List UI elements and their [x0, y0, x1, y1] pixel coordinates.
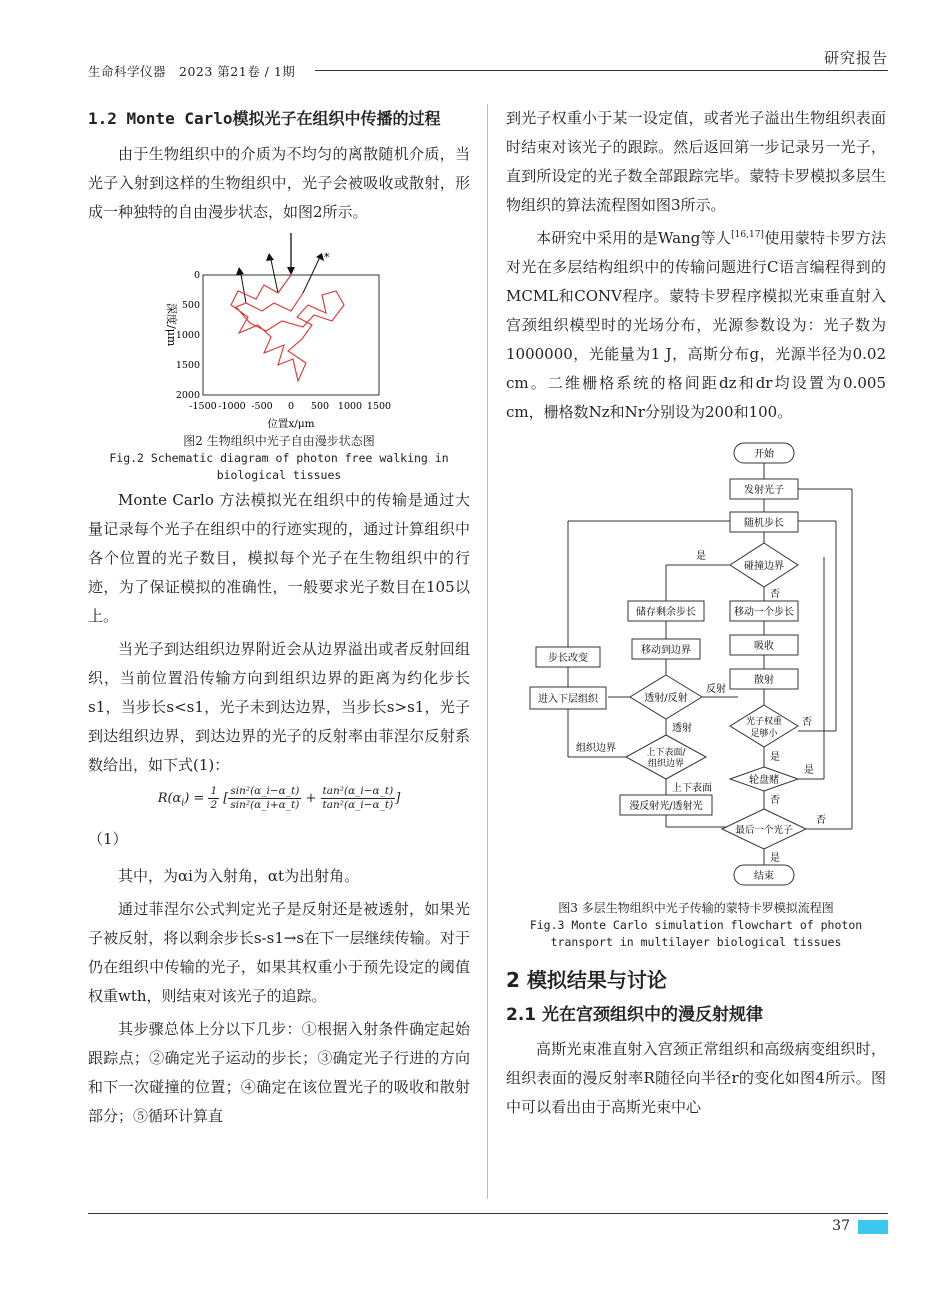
text-run: 使用蒙特卡罗方法对光在多层结构组织中的传输问题进行C语言编程得到的MCML和CONV程序。蒙特卡罗程序模拟光束垂直射入宫颈组织模型时的光场分布，光源参数设为：光子数为1000000，光能量为1 J，高斯分布g，光源半径为0.02 cm。二维栅格系统的格间距dz和dr均设置为0.005 cm，栅格数Nz和Nr分别设为200和100。 — [506, 229, 886, 421]
text-run: 本研究中采用的是Wang等人 — [536, 229, 732, 247]
x-axis-label: 位置x/μm — [267, 418, 315, 430]
escape-arrow — [270, 255, 278, 293]
fresnel-formula: $R(\alpha_i)$ = $\frac{1}{2}$ [ $\frac{\text{sin²(α\_i−α\_t)}}{\text{sin²(α\_i+α\_t)}}$ + $\frac{\text{tan²(α\_i−α\_t)}}{\text{tan²(α\_i−α\_t)}}$ ] — [157, 785, 401, 811]
page-accent-bar — [858, 1220, 888, 1234]
branch-label: 是 — [770, 853, 780, 864]
formula-eq: ) = — [184, 791, 209, 806]
node-label: 随机步长 — [744, 518, 784, 529]
node-label: 轮盘赌 — [749, 775, 779, 786]
left-column — [88, 104, 470, 1131]
y-tick-label: 2000 — [175, 390, 200, 401]
y-tick-label: 1000 — [175, 330, 200, 341]
y-tick-label: 500 — [181, 300, 200, 311]
x-ticks — [189, 401, 391, 412]
paragraph: 到光子权重小于某一设定值，或者光子溢出生物组织表面时结束对该光子的跟踪。然后返回第一步记录另一光子，直到所设定的光子数全部跟踪完毕。蒙特卡罗模拟多层生物组织的算法流程图如图3所示。 — [506, 109, 886, 214]
y-tick-label: 0 — [193, 270, 200, 281]
citation: [16,17] — [731, 230, 764, 240]
branch-label: 否 — [816, 815, 826, 826]
node-label: 光子权重 — [745, 717, 783, 727]
node-label: 漫反射光/透射光 — [629, 801, 703, 812]
x-tick-label: -1500 — [189, 401, 217, 412]
node-label: 开始 — [754, 449, 774, 460]
incident-arrowhead — [287, 267, 295, 275]
node-label: 移动一个步长 — [734, 607, 794, 618]
branch-label: 是 — [696, 551, 706, 562]
denominator: sin²(α_i+α_t) — [230, 799, 300, 811]
paragraph: 由于生物组织中的介质为不均匀的离散随机介质，当光子入射到这样的生物组织中，光子会被吸收或散射，形成一种独特的自由漫步状态，如图2所示。 — [88, 145, 470, 221]
branch-label: 是 — [770, 752, 780, 763]
figure-2-random-walk-plot — [88, 233, 470, 433]
escape-arrowhead — [236, 267, 244, 275]
paragraph: 通过菲涅尔公式判定光子是反射还是被透射，如果光子被反射，将以剩余步长s-s1→s在下一层继续传输。对于仍在组织中传输的光子，如果其权重小于预先设定的阈值权重wth，则结束对该光子的追踪。 — [88, 899, 470, 1005]
figure-3-caption — [506, 900, 886, 951]
branch-label: 透射 — [672, 723, 692, 734]
node-label: 结束 — [754, 871, 774, 882]
escape-arrowhead — [316, 253, 324, 261]
section-heading-1-2: 1.2 Monte Carlo模拟光子在组织中传播的过程 — [88, 109, 441, 128]
node-label: 上下表面/ — [646, 748, 686, 758]
denominator: 2 — [210, 799, 218, 811]
caption-cn: 图2 生物组织中光子自由漫步状态图 — [183, 434, 375, 448]
column-separator — [487, 104, 488, 1199]
marker-star: * — [324, 251, 330, 264]
paragraph: 其中，为αi为入射角，αt为出射角。 — [118, 866, 360, 885]
paragraph: 其步骤总体上分以下几步：①根据入射条件确定起始跟踪点；②确定光子运动的步长；③确定光子行进的方向和下一次碰撞的位置；④确定在该位置光子的吸收和散射部分；⑤循环计算直 — [88, 1019, 470, 1125]
branch-label: 否 — [770, 795, 780, 806]
right-column — [506, 104, 886, 1122]
section-heading-2: 2 模拟结果与讨论 — [506, 968, 667, 992]
footer-rule — [88, 1213, 888, 1214]
figure-3-flowchart — [506, 439, 886, 894]
caption-en: Fig.3 Monte Carlo simulation flowchart of photon — [529, 918, 863, 932]
numerator: 1 — [210, 785, 218, 797]
node-label: 发射光子 — [744, 485, 784, 496]
node-label: 步长改变 — [548, 653, 588, 664]
fraction-half — [208, 785, 219, 812]
node-label: 透射/反射 — [644, 693, 688, 704]
node-label: 储存剩余步长 — [636, 607, 696, 618]
x-tick-label: 0 — [287, 401, 295, 412]
branch-label: 组织边界 — [576, 743, 616, 754]
node-label: 组织边界 — [647, 759, 685, 769]
numerator: sin²(α_i−α_t) — [230, 785, 300, 797]
equation-number: （1） — [88, 829, 128, 848]
caption-cn: 图3 多层生物组织中光子传输的蒙特卡罗模拟流程图 — [558, 901, 834, 915]
plus-sign: + — [305, 791, 317, 806]
branch-label: 是 — [804, 765, 814, 776]
denominator: tan²(α_i−α_t) — [322, 799, 394, 811]
x-tick-label: -1000 — [218, 401, 246, 412]
formula-sub: i — [181, 798, 185, 809]
journal-header: 生命科学仪器 2023 第21卷 / 1期 — [88, 64, 296, 79]
node-label: 散射 — [754, 675, 774, 686]
caption-en: transport in multilayer biological tissues — [550, 935, 842, 949]
branch-label: 否 — [802, 717, 812, 728]
photon-path — [231, 275, 344, 381]
figure-2-caption — [88, 433, 470, 484]
node-label: 进入下层组织 — [538, 694, 598, 705]
node-label: 吸收 — [754, 641, 774, 652]
branch-label: 上下表面 — [672, 783, 712, 794]
plot-frame — [203, 275, 379, 395]
caption-en: Fig.2 Schematic diagram of photon free walking in — [109, 451, 449, 465]
y-tick-label: 1500 — [175, 360, 200, 371]
node-label: 最后一个光子 — [735, 825, 793, 836]
x-tick-label: 1500 — [366, 401, 392, 412]
branch-label: 否 — [770, 589, 780, 600]
node-label: 碰撞边界 — [744, 561, 784, 572]
paragraph: Monte Carlo 方法模拟光在组织中的传输是通过大量记录每个光子在组织中的行迹实现的，通过计算组织中各个位置的光子数目，模拟每个光子在生物组织中的行迹，为了保证模拟的准确性，一般要求光子数目在105以上。 — [88, 491, 470, 625]
caption-en: biological tissues — [216, 468, 342, 482]
section-heading-2-1: 2.1 光在宫颈组织中的漫反射规律 — [506, 1005, 764, 1025]
x-tick-label: 1000 — [337, 401, 363, 412]
x-tick-label: -500 — [251, 401, 273, 412]
formula-lhs: R(α — [157, 791, 182, 806]
paragraph: 高斯光束准直射入宫颈正常组织和高级病变组织时，组织表面的漫反射率R随径向半径r的变化如图4所示。图中可以看出由于高斯光束中心 — [506, 1040, 886, 1116]
paragraph: 当光子到达组织边界附近会从边界溢出或者反射回组织，当前位置沿传输方向到组织边界的距离为约化步长s1，当步长s<s1，光子未到达边界，当步长s>s1，光子到达组织边界，到达边界的光子的反射率由菲涅尔反射系数给出，如下式(1)： — [88, 640, 470, 774]
fraction-sin — [228, 785, 301, 812]
section-label: 研究报告 — [823, 49, 888, 67]
header-rule — [315, 70, 888, 71]
fraction-tan — [321, 785, 396, 812]
y-ticks — [176, 270, 200, 401]
node-label: 足够小 — [750, 729, 778, 739]
numerator: tan²(α_i−α_t) — [322, 785, 394, 797]
paragraph — [506, 224, 886, 427]
branch-label: 反射 — [706, 684, 726, 695]
x-tick-label: 500 — [310, 401, 330, 412]
y-axis-label: 深度/μm — [165, 303, 178, 347]
node-label: 移动到边界 — [641, 645, 691, 656]
escape-arrowhead — [266, 253, 274, 261]
page-number: 37 — [832, 1218, 850, 1234]
